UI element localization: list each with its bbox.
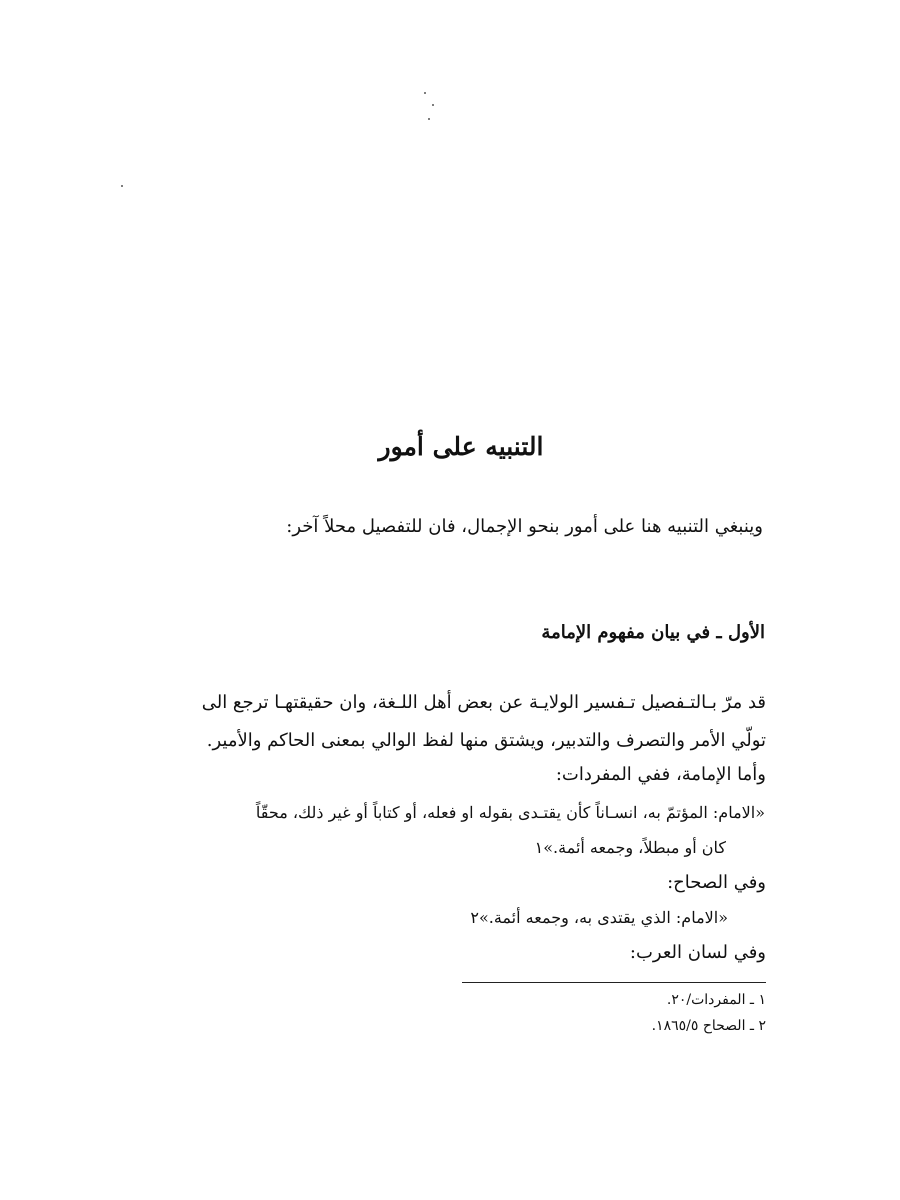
- footnote: ١ ـ المفردات/٢٠.: [666, 992, 766, 1008]
- footnote: ٢ ـ الصحاح ١٨٦٥/٥.: [651, 1018, 766, 1034]
- scan-speck: [121, 185, 123, 187]
- section-heading: الأول ـ في بيان مفهوم الإمامة: [541, 622, 765, 643]
- scan-speck: [424, 92, 426, 94]
- page-title: التنبيه على أمور: [378, 432, 544, 461]
- paragraph-line: وفي الصحاح:: [667, 872, 766, 893]
- quote-line: كان أو مبطلاً، وجمعه أئمة.»١: [534, 838, 726, 857]
- quote-line: «الامام: المؤتمّ به، انسـاناً كأن يقتـدى بقوله او فعله، أو كتاباً أو غير ذلك، محقّاً: [255, 803, 765, 822]
- quote-line: «الامام: الذي يقتدى به، وجمعه أئمة.»٢: [470, 908, 728, 927]
- paragraph-line: تولّي الأمر والتصرف والتدبير، ويشتق منها لفظ الوالي بمعنى الحاكم والأمير.: [206, 730, 766, 751]
- paragraph-line: قد مرّ بـالتـفصيل تـفسير الولايـة عن بعض أهل اللـغة، وان حقيقتهـا ترجع الى: [201, 692, 766, 713]
- intro-paragraph: وينبغي التنبيه هنا على أمور بنحو الإجمال، فان للتفصيل محلاً آخر:: [286, 516, 763, 537]
- paragraph-line: وأما الإمامة، ففي المفردات:: [555, 764, 766, 785]
- footnote-divider: [462, 982, 766, 983]
- scan-speck: [428, 118, 430, 120]
- paragraph-line: وفي لسان العرب:: [629, 942, 766, 963]
- scan-speck: [432, 104, 434, 106]
